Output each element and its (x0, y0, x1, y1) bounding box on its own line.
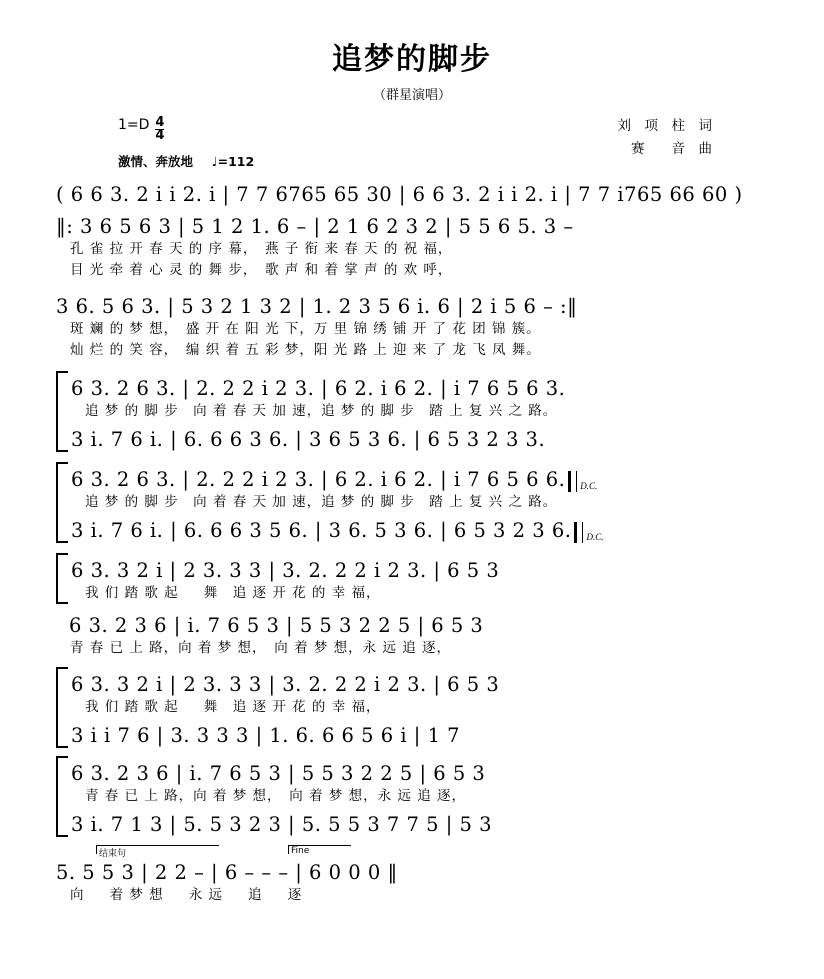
lyric-line-1: 向 着 梦 想 永 远 追 逐 (70, 887, 303, 903)
notation-line-harmony: 3 i i 7 6 | 3. 3 3 3 | 1. 6. 6 6 5 6 i | 1 7 (71, 723, 461, 747)
system-coda (56, 855, 768, 906)
tempo-marking: ♩=112 (211, 153, 255, 169)
system-brace (56, 667, 68, 748)
system-chorus-1 (56, 371, 768, 452)
ending-label-fine: Fine (288, 845, 351, 854)
lyric-line-1: 我 们 踏 歌 起 舞 追 逐 开 花 的 幸 福， (85, 699, 381, 715)
key-and-tempo-block (118, 117, 254, 170)
notation-line: ‖: 3 6 5 6 3 | 5 1 2 1. 6 – | 2 1 6 2 3 2 | 5 5 6 5. 3 – (56, 214, 574, 238)
notation-line-melody: 6 3. 3 2 i | 2 3. 3 3 | 3. 2. 2 2 i 2 3. | 6 5 3 (71, 558, 500, 582)
lyric-line-1: 孔 雀 拉 开 春 天 的 序 幕， 燕 子 衔 来 春 天 的 祝 福， (70, 241, 453, 257)
music-body (0, 177, 824, 837)
key-signature: 1=D (118, 117, 150, 133)
system-brace (56, 371, 68, 452)
system-intro (56, 177, 768, 207)
system-bridge-2 (56, 608, 768, 659)
expression-marking: 激情、奔放地 (118, 153, 194, 169)
system-brace (56, 553, 68, 604)
sheet-music-page (0, 34, 824, 979)
lyric-line-1: 追 梦 的 脚 步 向 着 春 天 加 速，追 梦 的 脚 步 踏 上 复 兴 之 路。 (85, 494, 558, 510)
lyric-line-2: 灿 烂 的 笑 容， 编 织 着 五 彩 梦，阳 光 路 上 迎 来 了 龙 飞 凤 舞。 (70, 342, 541, 358)
lyric-line-1: 斑 斓 的 梦 想， 盛 开 在 阳 光 下，万 里 锦 绣 铺 开 了 花 团 锦 簇。 (70, 321, 541, 337)
music-body-coda (0, 855, 824, 906)
lyricist-credit: 刘 项 柱 词 (617, 118, 712, 134)
notation-line-melody: 6 3. 2 6 3. | 2. 2 2 i 2 3. | 6 2. i 6 2. | i 7 6 5 6 3. (71, 376, 566, 400)
system-bridge-4 (56, 756, 768, 837)
ending-label-coda: 结束句 (96, 845, 219, 854)
notation-line-harmony: 3 i. 7 6 i. | 6. 6 6 3 5 6. | 3 6. 5 3 6. | 6 5 3 2 3 6. (71, 518, 572, 542)
notation-line-melody: 6 3. 2 6 3. | 2. 2 2 i 2 3. | 6 2. i 6 2. | i 7 6 5 6 6. (71, 467, 566, 491)
system-bridge-1 (56, 553, 768, 604)
score-metadata (0, 111, 824, 167)
notation-line: 3 6. 5 6 3. | 5 3 2 1 3 2 | 1. 2 3 5 6 i. 6 | 2 i 5 6 – :‖ (56, 294, 578, 318)
notation-line-melody: 6 3. 3 2 i | 2 3. 3 3 | 3. 2. 2 2 i 2 3. | 6 5 3 (71, 672, 500, 696)
page-subtitle: （群星演唱） (372, 88, 451, 103)
dc-marking: D.C. (586, 531, 604, 542)
system-brace (56, 756, 68, 837)
lyric-line-1: 青 春 已 上 路，向 着 梦 想， 向 着 梦 想，永 远 追 逐， (70, 640, 452, 656)
notation-line: ( 6 6 3. 2 i i 2. i | 7 7 6765 65 30 | 6 6 3. 2 i i 2. i | 7 7 i765 66 60 ) (56, 182, 743, 206)
lyric-line-1: 追 梦 的 脚 步 向 着 春 天 加 速，追 梦 的 脚 步 踏 上 复 兴 之 路。 (85, 403, 558, 419)
time-signature (155, 117, 164, 143)
system-bridge-3 (56, 667, 768, 748)
dc-marking: D.C. (580, 480, 598, 491)
notation-line-melody: 6 3. 2 3 6 | i. 7 6 5 3 | 5 5 3 2 2 5 | 6 5 3 (71, 761, 486, 785)
notation-line: 5. 5 5 3 | 2 2 – | 6 – – – | 6 0 0 0 ‖ (56, 860, 398, 884)
lyric-line-1: 我 们 踏 歌 起 舞 追 逐 开 花 的 幸 福， (85, 585, 381, 601)
credits-block (618, 115, 713, 161)
time-signature-numerator: 4 (155, 115, 165, 130)
page-title: 追梦的脚步 (332, 42, 492, 77)
composer-credit: 赛 音 曲 (631, 140, 712, 157)
notation-line-harmony: 3 i. 7 1 3 | 5. 5 3 2 3 | 5. 5 5 3 7 7 5 | 5 3 (71, 812, 493, 836)
system-verse-1b (56, 289, 768, 361)
system-verse-1a (56, 209, 768, 281)
lyric-line-2: 目 光 牵 着 心 灵 的 舞 步， 歌 声 和 着 掌 声 的 欢 呼， (70, 262, 453, 278)
lyric-line-1: 青 春 已 上 路，向 着 梦 想， 向 着 梦 想，永 远 追 逐， (85, 788, 467, 804)
system-brace (56, 462, 68, 543)
notation-line-harmony: 3 i. 7 6 i. | 6. 6 6 3 6. | 3 6 5 3 6. | 6 5 3 2 3 3. (71, 427, 546, 451)
time-signature-denominator: 4 (155, 128, 165, 144)
ending-brackets (56, 841, 768, 859)
system-chorus-2 (56, 462, 768, 543)
final-barline (574, 522, 583, 543)
notation-line-melody: 6 3. 2 3 6 | i. 7 6 5 3 | 5 5 3 2 2 5 | 6 5 3 (69, 613, 484, 637)
final-barline (568, 471, 577, 492)
